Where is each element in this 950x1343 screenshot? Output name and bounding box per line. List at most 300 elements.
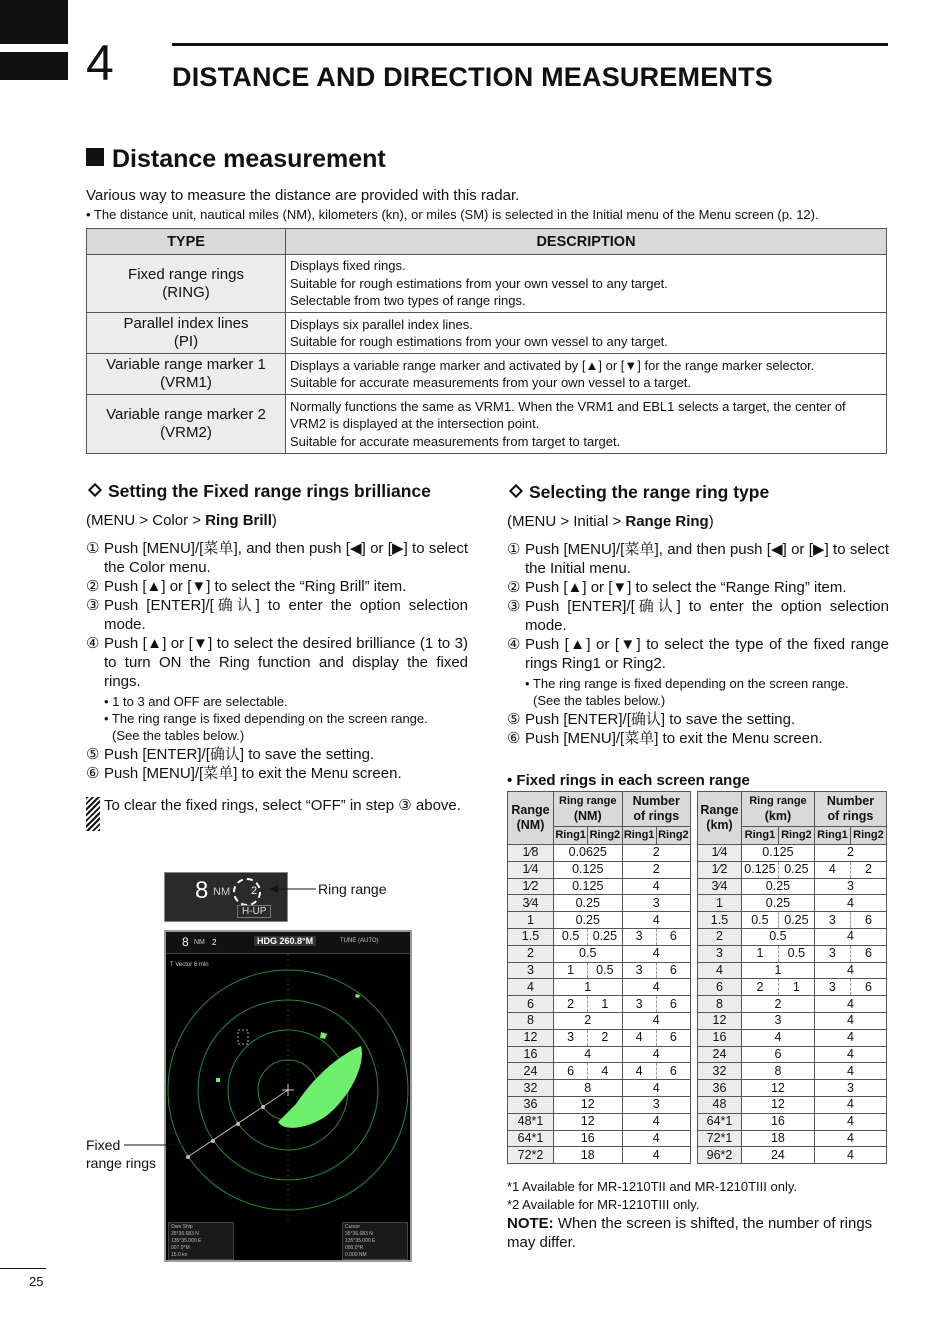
fixed-rings-leader-line xyxy=(124,1140,188,1150)
step-item xyxy=(86,539,468,577)
step-number: ⑥ xyxy=(507,730,521,747)
table-row xyxy=(508,878,691,895)
header-range-text: Range xyxy=(511,803,550,817)
range-cell: 4 xyxy=(698,962,742,979)
table-row xyxy=(508,1147,691,1164)
table-row xyxy=(508,1029,691,1046)
range-cell: 32 xyxy=(698,1063,742,1080)
bullet-note: (See the tables below.) xyxy=(112,728,245,743)
ring-range-cell: 0.5 xyxy=(588,962,622,979)
range-cell: 96*2 xyxy=(698,1147,742,1164)
ring-range-cell: 0.5 xyxy=(742,928,815,945)
ring-count-cell: 3 xyxy=(622,996,656,1013)
chapter-number: 4 xyxy=(86,35,114,91)
ring-range-cell: 0.25 xyxy=(742,895,815,912)
own-ship-title: Own Ship xyxy=(171,1224,193,1230)
cursor-brg: 000.0°R xyxy=(345,1245,364,1251)
range-cell: 16 xyxy=(508,1046,554,1063)
ring-range-cell: 0.0625 xyxy=(554,845,623,862)
radar-ppi xyxy=(166,954,410,1222)
step-text: Push [MENU]/[菜单], and then push [◀] or [▶] to select the Color menu. xyxy=(104,540,468,576)
ring-count-cell: 6 xyxy=(656,962,690,979)
range-value: 8 xyxy=(195,877,209,904)
description-line: Suitable for accurate measurements from target to target. xyxy=(290,433,621,449)
step-number: ⑥ xyxy=(86,765,100,782)
header-ring-range xyxy=(554,792,623,827)
range-cell: 1.5 xyxy=(508,928,554,945)
ring-count-cell: 3 xyxy=(814,878,886,895)
header-ring1: Ring1 xyxy=(554,827,588,845)
table-row xyxy=(698,912,887,929)
ring-range-cell: 8 xyxy=(554,1080,623,1097)
ring-count-cell: 6 xyxy=(656,1063,690,1080)
type-cell xyxy=(87,313,286,354)
ring-range-cell: 0.125 xyxy=(554,878,623,895)
right-column xyxy=(507,483,889,748)
table-row xyxy=(698,1046,887,1063)
step-text: Push [MENU]/[菜单] to exit the Menu screen. xyxy=(104,765,402,782)
ring-count: 2 xyxy=(251,885,258,897)
header-number xyxy=(622,792,691,827)
menu-path-pre: (MENU > Color > xyxy=(86,512,206,529)
ring-range-cell: 2 xyxy=(742,996,815,1013)
ring-range-cell: 0.5 xyxy=(554,928,588,945)
diamond-icon xyxy=(509,484,523,498)
menu-path xyxy=(507,512,889,531)
header-range-text: Range xyxy=(700,803,739,817)
table-row xyxy=(508,928,691,945)
cursor-posn-e: 135°35.000 E xyxy=(345,1238,376,1244)
header-ring-range-text: Ring range xyxy=(749,795,807,807)
ring-range-cell: 16 xyxy=(554,1130,623,1147)
ring-count-cell: 4 xyxy=(622,1113,691,1130)
step-text: Push [ENTER]/[确认] to enter the option selection mode. xyxy=(525,598,889,634)
range-cell: 24 xyxy=(698,1046,742,1063)
steps-list xyxy=(507,540,889,748)
table-row xyxy=(698,1113,887,1130)
range-cell: 24 xyxy=(508,1063,554,1080)
footnote-1: *1 Available for MR-1210TII and MR-1210TIII only. xyxy=(507,1179,797,1194)
note-icon xyxy=(86,797,100,831)
final-note xyxy=(507,1214,891,1252)
table-row xyxy=(87,354,887,395)
own-posn-n: 35°36.683 N xyxy=(171,1231,199,1237)
step-text: Push [MENU]/[菜单], and then push [◀] or [▶] to select the Initial menu. xyxy=(525,541,889,577)
ring-count-cell: 4 xyxy=(814,1147,886,1164)
description-line: Selectable from two types of range rings. xyxy=(290,293,526,309)
ring-count-cell: 4 xyxy=(622,1080,691,1097)
ring-range-cell: 1 xyxy=(554,979,623,996)
step-number: ③ xyxy=(507,598,521,615)
menu-path-post: ) xyxy=(708,513,714,530)
ring-count-cell: 4 xyxy=(622,1130,691,1147)
vector-label: T Vector 6 min xyxy=(170,962,209,968)
type-abbr: (VRM1) xyxy=(160,374,212,391)
radar-top-bar xyxy=(166,932,410,954)
step-number: ⑤ xyxy=(86,746,100,763)
table-row xyxy=(698,1096,887,1113)
ring-range-cell: 0.25 xyxy=(742,878,815,895)
table-row xyxy=(87,395,887,454)
table-row xyxy=(508,912,691,929)
header-ring-range-text: Ring range xyxy=(559,795,617,807)
chapter-tab-lower xyxy=(0,52,68,80)
square-bullet-icon xyxy=(86,148,104,166)
step-item xyxy=(507,540,889,578)
ring-range-cell: 0.25 xyxy=(778,861,814,878)
bullet-note: • The ring range is fixed depending on the screen range. xyxy=(525,676,849,691)
ring-range-cell: 2 xyxy=(554,996,588,1013)
header-range-unit: (km) xyxy=(706,818,733,832)
ring-count-cell: 3 xyxy=(622,895,691,912)
ring-count-cell: 6 xyxy=(656,1029,690,1046)
ring-range-cell: 16 xyxy=(742,1113,815,1130)
step-number: ① xyxy=(507,541,521,558)
table-header-row xyxy=(698,792,887,827)
table-row xyxy=(698,878,887,895)
table-row xyxy=(698,861,887,878)
description-line: Displays six parallel index lines. xyxy=(290,316,473,332)
hdg-value: 260.8°M xyxy=(279,936,314,946)
ring-count-cell: 4 xyxy=(814,1063,886,1080)
range-cell: 3 xyxy=(698,945,742,962)
ring-count-cell: 3 xyxy=(814,912,850,929)
table-row xyxy=(698,1063,887,1080)
header-of-rings-text: of rings xyxy=(633,809,680,823)
range-cell: 1⁄4 xyxy=(698,845,742,862)
table-row xyxy=(698,845,887,862)
ring-count-cell: 4 xyxy=(814,1046,886,1063)
cursor-posn-n: 35°36.683 N xyxy=(345,1231,373,1237)
menu-path-pre: (MENU > Initial > xyxy=(507,513,626,530)
range-cell: 64*1 xyxy=(698,1113,742,1130)
ring-range-cell: 0.125 xyxy=(554,861,623,878)
description-cell xyxy=(286,313,887,354)
table-header-row xyxy=(87,229,887,255)
table-row xyxy=(698,962,887,979)
type-cell xyxy=(87,255,286,313)
chapter-title: DISTANCE AND DIRECTION MEASUREMENTS xyxy=(172,62,774,92)
ring-count-cell: 3 xyxy=(814,945,850,962)
step-text: Push [ENTER]/[确认] to enter the option selection mode. xyxy=(104,597,468,633)
page-rule xyxy=(0,1268,46,1269)
ring-range-cell: 1 xyxy=(554,962,588,979)
ring-count-cell: 3 xyxy=(622,962,656,979)
subsection-title-brilliance xyxy=(86,482,468,501)
description-line: Displays a variable range marker and activated by [▲] or [▼] for the range marker selector. xyxy=(290,357,815,373)
ring-range-cell: 12 xyxy=(742,1080,815,1097)
menu-path-item: Ring Brill xyxy=(205,512,272,529)
ring-range-cell: 2 xyxy=(588,1029,622,1046)
ring-count-cell: 4 xyxy=(814,1113,886,1130)
table-row xyxy=(508,945,691,962)
own-ship-panel xyxy=(168,1222,234,1260)
header-ring1: Ring1 xyxy=(622,827,656,845)
nm-range-table xyxy=(507,791,691,1164)
table-row xyxy=(508,1130,691,1147)
ring-range-cell: 0.5 xyxy=(778,945,814,962)
fixed-rings-label-line1: Fixed xyxy=(86,1137,121,1153)
ring-range-cell: 18 xyxy=(742,1130,815,1147)
radar-screen xyxy=(164,930,412,1262)
ring-range-cell: 4 xyxy=(588,1063,622,1080)
note-text: To clear the fixed rings, select “OFF” in step ③ above. xyxy=(104,797,461,814)
ring-range-cell: 12 xyxy=(742,1096,815,1113)
range-cell: 3⁄4 xyxy=(508,895,554,912)
step-number: ② xyxy=(507,579,521,596)
bullet-note: (See the tables below.) xyxy=(533,693,666,708)
section-title-text: Distance measurement xyxy=(112,145,386,173)
table-row xyxy=(508,962,691,979)
table-row xyxy=(698,1012,887,1029)
range-cell: 32 xyxy=(508,1080,554,1097)
ring-range-cell: 18 xyxy=(554,1147,623,1164)
table-row xyxy=(508,861,691,878)
ring-range-cell: 6 xyxy=(554,1063,588,1080)
table-row xyxy=(508,845,691,862)
range-cell: 72*1 xyxy=(698,1130,742,1147)
step-number: ④ xyxy=(507,636,521,653)
step-text: Push [▲] or [▼] to select the desired brilliance (1 to 3) to turn ON the Ring function and display the fixed rings. xyxy=(104,635,468,690)
range-cell: 72*2 xyxy=(508,1147,554,1164)
page-number: 25 xyxy=(29,1274,44,1289)
step-text: Push [ENTER]/[确认] to save the setting. xyxy=(104,746,375,763)
ring-range-cell: 0.25 xyxy=(554,895,623,912)
tune-status: TUNE (AUTO) xyxy=(340,938,379,944)
step-text: Push [▲] or [▼] to select the “Ring Brill” item. xyxy=(104,578,407,595)
ring-count-cell: 2 xyxy=(622,845,691,862)
step-number: ② xyxy=(86,578,100,595)
range-cell: 8 xyxy=(508,1012,554,1029)
subsection-title-text: Setting the Fixed range rings brilliance xyxy=(108,481,431,501)
range-cell: 6 xyxy=(508,996,554,1013)
header-ring1: Ring1 xyxy=(814,827,850,845)
table-row xyxy=(698,1080,887,1097)
intro-text: Various way to measure the distance are provided with this radar. xyxy=(86,187,520,204)
range-cell: 12 xyxy=(508,1029,554,1046)
type-name: Variable range marker 2 xyxy=(106,406,266,423)
own-cog: 007.0°M xyxy=(171,1245,190,1251)
ring-count-cell: 4 xyxy=(814,1012,886,1029)
ring-range-cell: 1 xyxy=(742,962,815,979)
table-row xyxy=(508,1113,691,1130)
ring-range-label: Ring range xyxy=(318,881,387,897)
ring-count-cell: 6 xyxy=(850,945,886,962)
ring-range-cell: 6 xyxy=(742,1046,815,1063)
ring-count-cell: 4 xyxy=(622,1029,656,1046)
description-line: Suitable for rough estimations from your own vessel to any target. xyxy=(290,334,668,349)
ring-range-cell: 0.125 xyxy=(742,861,779,878)
step-text: Push [▲] or [▼] to select the type of the fixed range rings Ring1 or Ring2. xyxy=(525,636,889,672)
table-row xyxy=(698,979,887,996)
ring-count-cell: 4 xyxy=(814,895,886,912)
header-ring1: Ring1 xyxy=(742,827,779,845)
ring-count-cell: 6 xyxy=(656,996,690,1013)
ring-count-cell: 4 xyxy=(622,1012,691,1029)
table-row xyxy=(87,313,887,354)
table-row xyxy=(698,1130,887,1147)
step-item xyxy=(86,596,468,634)
range-cell: 1⁄2 xyxy=(698,861,742,878)
radar-ring-count: 2 xyxy=(212,938,217,947)
ring-count-cell: 2 xyxy=(850,861,886,878)
header-ring-range xyxy=(742,792,815,827)
range-cell: 64*1 xyxy=(508,1130,554,1147)
steps-list xyxy=(86,539,468,783)
ring-count-cell: 4 xyxy=(622,1147,691,1164)
ring-count-cell: 6 xyxy=(850,912,886,929)
ring-count-cell: 4 xyxy=(622,1063,656,1080)
step-item xyxy=(507,597,889,635)
menu-path xyxy=(86,511,468,530)
header-range xyxy=(508,792,554,845)
step-item xyxy=(507,578,889,597)
table-row xyxy=(698,996,887,1013)
range-cell: 36 xyxy=(698,1080,742,1097)
ring-range-cell: 2 xyxy=(554,1012,623,1029)
ring-range-cell: 0.25 xyxy=(588,928,622,945)
table-row xyxy=(698,928,887,945)
header-description: DESCRIPTION xyxy=(286,229,887,255)
table-row xyxy=(698,1147,887,1164)
ring-range-cell: 0.25 xyxy=(554,912,623,929)
ring-count-cell: 2 xyxy=(814,845,886,862)
ring-count-cell: 4 xyxy=(814,1029,886,1046)
menu-path-item: Range Ring xyxy=(625,513,709,530)
ring-range-cell: 0.25 xyxy=(778,912,814,929)
radar-range-unit: NM xyxy=(194,939,205,946)
step-item xyxy=(507,710,889,729)
range-cell: 8 xyxy=(698,996,742,1013)
header-of-rings-text: of rings xyxy=(827,809,874,823)
step-item xyxy=(507,729,889,748)
range-cell: 6 xyxy=(698,979,742,996)
ring-range-cell: 8 xyxy=(742,1063,815,1080)
own-posn-e: 135°35.000 E xyxy=(171,1238,202,1244)
description-cell xyxy=(286,395,887,454)
range-cell: 12 xyxy=(698,1012,742,1029)
table-row xyxy=(508,996,691,1013)
table-row xyxy=(508,1012,691,1029)
header-ring-range-unit: (km) xyxy=(764,809,792,823)
step-item xyxy=(86,745,468,764)
cursor-panel xyxy=(342,1222,408,1260)
ring-range-cell: 0.5 xyxy=(554,945,623,962)
menu-path-post: ) xyxy=(271,512,277,529)
range-cell: 2 xyxy=(508,945,554,962)
ring-range-cell: 12 xyxy=(554,1096,623,1113)
ring-range-cell: 3 xyxy=(742,1012,815,1029)
range-cell: 1⁄8 xyxy=(508,845,554,862)
type-name: Parallel index lines xyxy=(123,315,249,332)
ring-count-cell: 4 xyxy=(814,928,886,945)
ring-count-cell: 3 xyxy=(814,1080,886,1097)
range-unit: NM xyxy=(213,886,231,898)
range-cell: 48*1 xyxy=(508,1113,554,1130)
type-name: Variable range marker 1 xyxy=(106,356,266,373)
subsection-title-text: Selecting the range ring type xyxy=(529,482,770,502)
range-cell: 1 xyxy=(698,895,742,912)
table-row xyxy=(508,979,691,996)
bullet-note: • 1 to 3 and OFF are selectable. xyxy=(104,694,288,709)
ring-count-cell: 4 xyxy=(814,1096,886,1113)
description-line: Normally functions the same as VRM1. When the VRM1 and EBL1 selects a target, the center of VRM2 is displayed at the intersection point. xyxy=(290,398,846,432)
range-cell: 1⁄2 xyxy=(508,878,554,895)
type-name: Fixed range rings xyxy=(128,265,244,283)
km-range-table xyxy=(697,791,887,1164)
table-row xyxy=(698,895,887,912)
ring-count-cell: 6 xyxy=(656,928,690,945)
header-number-text: Number xyxy=(826,794,875,808)
chapter-tab xyxy=(0,0,68,44)
ring-count-cell: 2 xyxy=(622,861,691,878)
ring-count-cell: 4 xyxy=(622,1046,691,1063)
step-item xyxy=(86,634,468,691)
range-cell: 3 xyxy=(508,962,554,979)
range-cell: 4 xyxy=(508,979,554,996)
description-cell xyxy=(286,354,887,395)
section-title xyxy=(86,145,386,174)
header-ring2: Ring2 xyxy=(588,827,622,845)
range-cell: 36 xyxy=(508,1096,554,1113)
table-row xyxy=(508,1063,691,1080)
table-row xyxy=(698,1029,887,1046)
step-text: Push [▲] or [▼] to select the “Range Ring” item. xyxy=(525,579,847,596)
header-range-unit: (NM) xyxy=(516,818,545,832)
final-note-text: When the screen is shifted, the number of rings may differ. xyxy=(507,1215,873,1251)
description-line: Displays fixed rings. xyxy=(290,258,406,274)
header-number xyxy=(814,792,886,827)
ring-count-cell: 4 xyxy=(622,979,691,996)
header-ring2: Ring2 xyxy=(778,827,814,845)
table-row xyxy=(508,1096,691,1113)
range-cell: 1.5 xyxy=(698,912,742,929)
range-cell: 16 xyxy=(698,1029,742,1046)
ring-count-cell: 6 xyxy=(850,979,886,996)
step-text: Push [ENTER]/[确认] to save the setting. xyxy=(525,711,796,728)
header-type: TYPE xyxy=(87,229,286,255)
type-abbr: (RING) xyxy=(162,283,210,301)
table-row xyxy=(508,1046,691,1063)
own-sog: 15.0 kn xyxy=(171,1252,188,1258)
chapter-rule xyxy=(172,43,888,46)
ring-count-cell: 4 xyxy=(814,996,886,1013)
description-line: Suitable for accurate measurements from your own vessel to a target. xyxy=(290,375,692,390)
ring-count-cell: 4 xyxy=(622,878,691,895)
step-number: ① xyxy=(86,540,100,557)
header-range xyxy=(698,792,742,845)
header-ring-range-unit: (NM) xyxy=(573,809,602,823)
final-note-label: NOTE: xyxy=(507,1215,554,1232)
ring-count-cell: 4 xyxy=(622,912,691,929)
footnote-2: *2 Available for MR-1210TIII only. xyxy=(507,1197,700,1212)
type-cell xyxy=(87,395,286,454)
type-abbr: (PI) xyxy=(173,333,199,350)
ring-range-cell: 3 xyxy=(554,1029,588,1046)
description-line: Suitable for rough estimations from your own vessel to any target. xyxy=(290,275,668,291)
range-cell: 48 xyxy=(698,1096,742,1113)
range-cell: 2 xyxy=(698,928,742,945)
table-row xyxy=(87,255,887,313)
step-number: ④ xyxy=(86,635,100,652)
table-row xyxy=(698,945,887,962)
hdg-label: HDG xyxy=(257,936,277,946)
ring-range-cell: 1 xyxy=(588,996,622,1013)
step-item xyxy=(86,764,468,783)
ring-range-cell: 2 xyxy=(742,979,779,996)
ring-range-arrow xyxy=(270,880,320,900)
ring-range-cell: 4 xyxy=(742,1029,815,1046)
